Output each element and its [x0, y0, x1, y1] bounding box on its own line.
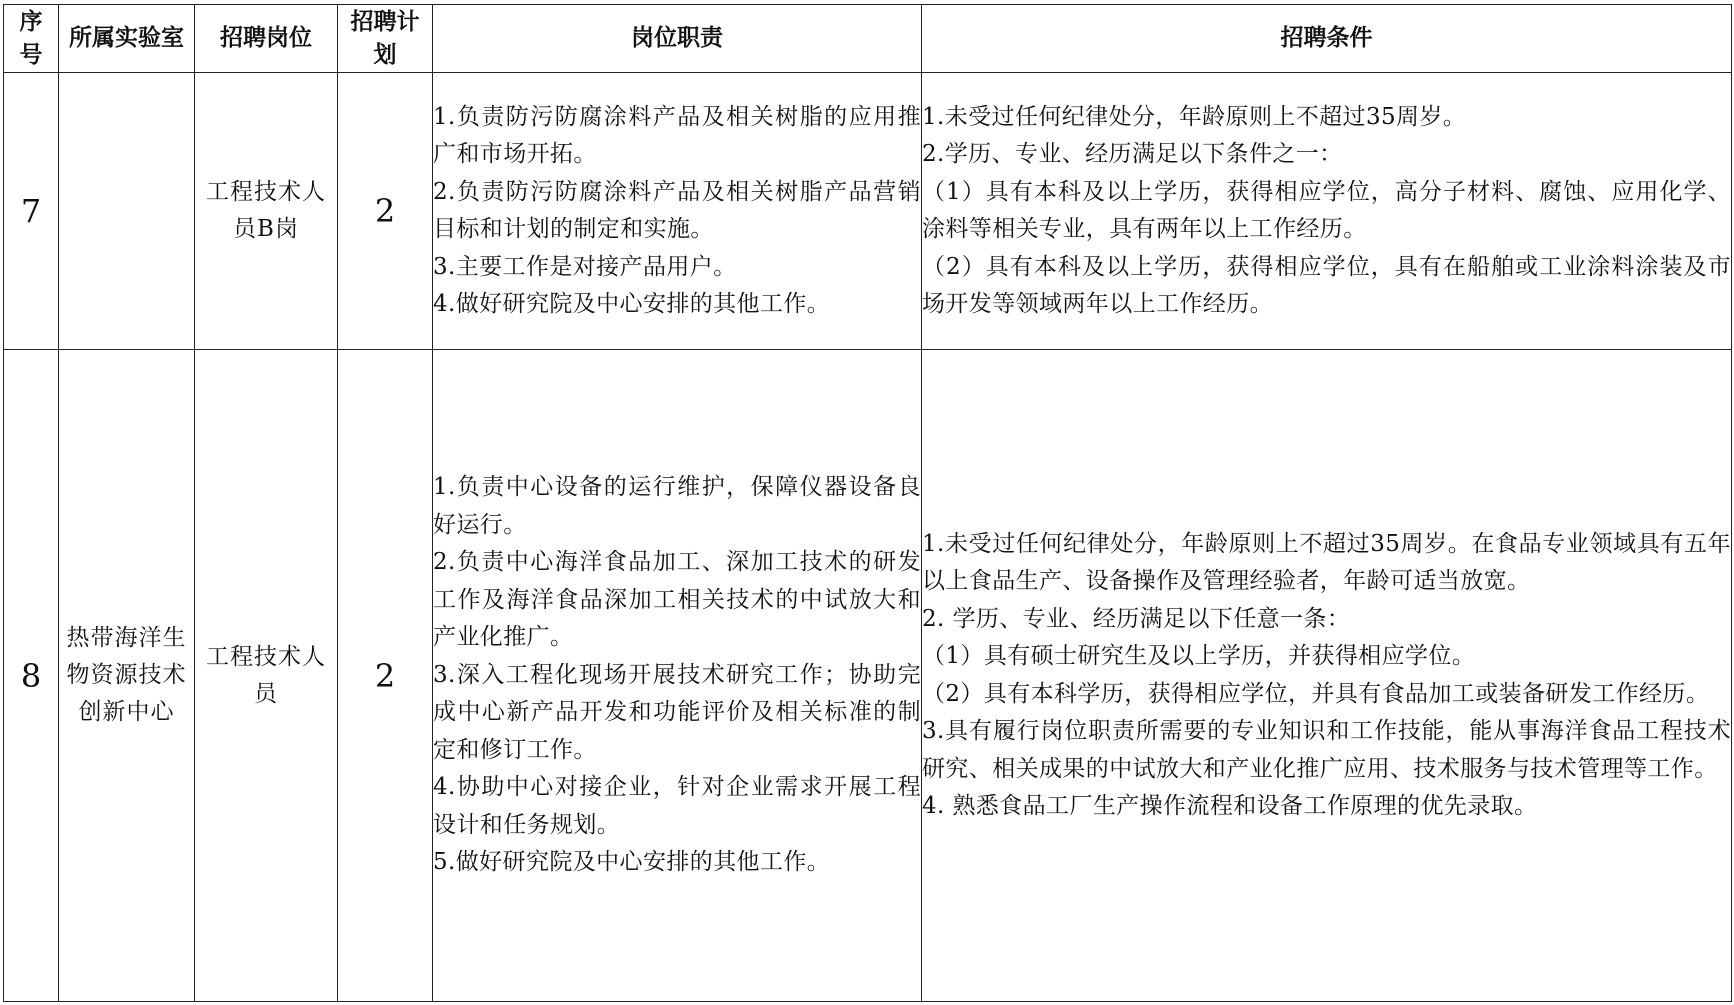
- row-position: 工程技术人员: [195, 350, 338, 1002]
- requirement-item: （2）具有本科及以上学历，获得相应学位，具有在船舶或工业涂料涂装及市场开发等领域两年以上工作经历。: [922, 253, 1731, 317]
- row-requirements: [922, 73, 1732, 350]
- requirement-item: （1）具有硕士研究生及以上学历，并获得相应学位。: [922, 643, 1476, 669]
- table-row: [4, 73, 1732, 350]
- row-plan: 2: [338, 350, 433, 1002]
- row-duties: [433, 73, 922, 350]
- header-duties: 岗位职责: [433, 5, 922, 73]
- header-requirements: 招聘条件: [922, 5, 1732, 73]
- table-row: [4, 350, 1732, 1002]
- duty-item: 1.负责防污防腐涂料产品及相关树脂的应用推广和市场开拓。: [433, 103, 921, 167]
- row-requirements: [922, 350, 1732, 1002]
- row-lab: 热带海洋生物资源技术创新中心: [59, 350, 195, 1002]
- recruitment-table: [3, 4, 1732, 1002]
- header-plan: 招聘计划: [338, 5, 433, 73]
- row-position: 工程技术人员B岗: [195, 73, 338, 350]
- duty-item: 3.主要工作是对接产品用户。: [433, 253, 737, 280]
- requirement-item: （2）具有本科学历，获得相应学位，并具有食品加工或装备研发工作经历。: [922, 680, 1710, 707]
- duty-item: 5.做好研究院及中心安排的其他工作。: [433, 849, 831, 876]
- row-lab: [59, 73, 195, 350]
- requirement-item: 1.未受过任何纪律处分，年龄原则上不超过35周岁。: [922, 103, 1467, 130]
- requirement-item: （1）具有本科及以上学历，获得相应学位，高分子材料、腐蚀、应用化学、涂料等相关专业，具有两年以上工作经历。: [922, 178, 1731, 242]
- row-plan: 2: [338, 73, 433, 350]
- duty-item: 3.深入工程化现场开展技术研究工作；协助完成中心新产品开发和功能评价及相关标准的制定和修订工作。: [433, 661, 921, 763]
- header-seq: 序号: [4, 5, 59, 73]
- requirement-item: 2.学历、专业、经历满足以下条件之一：: [922, 141, 1343, 167]
- row-seq: 8: [4, 350, 59, 1002]
- requirement-item: 4. 熟悉食品工厂生产操作流程和设备工作原理的优先录取。: [922, 793, 1538, 819]
- row-seq: 7: [4, 73, 59, 350]
- requirement-item: 2. 学历、专业、经历满足以下任意一条：: [922, 605, 1351, 632]
- duty-item: 1.负责中心设备的运行维护，保障仪器设备良好运行。: [433, 474, 921, 538]
- header-lab: 所属实验室: [59, 5, 195, 73]
- requirement-item: 3.具有履行岗位职责所需要的专业知识和工作技能，能从事海洋食品工程技术研究、相关成果的中试放大和产业化推广应用、技术服务与技术管理等工作。: [922, 718, 1731, 782]
- duty-item: 2.负责防污防腐涂料产品及相关树脂产品营销目标和计划的制定和实施。: [433, 178, 921, 242]
- duty-item: 4.协助中心对接企业，针对企业需求开展工程设计和任务规划。: [433, 774, 921, 838]
- duty-item: 2.负责中心海洋食品加工、深加工技术的研发工作及海洋食品深加工相关技术的中试放大和产业化推广。: [433, 549, 921, 651]
- header-position: 招聘岗位: [195, 5, 338, 73]
- duty-item: 4.做好研究院及中心安排的其他工作。: [433, 291, 831, 317]
- requirement-item: 1.未受过任何纪律处分，年龄原则上不超过35周岁。在食品专业领域具有五年以上食品生产、设备操作及管理经验者，年龄可适当放宽。: [922, 530, 1731, 594]
- row-duties: [433, 350, 922, 1002]
- header-row: [4, 5, 1732, 73]
